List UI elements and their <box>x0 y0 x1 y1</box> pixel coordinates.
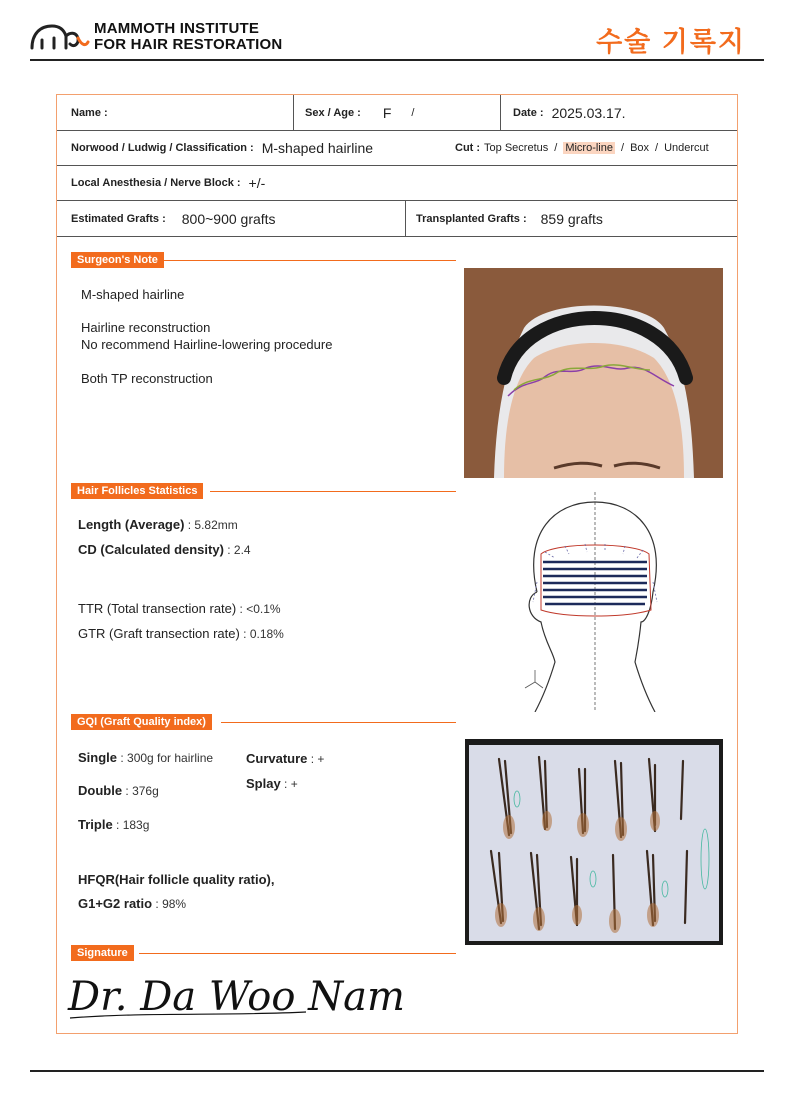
sex-age-cell <box>305 95 420 130</box>
logo-line-1: MAMMOTH INSTITUTE <box>94 20 260 37</box>
cut-separator: / <box>554 142 558 154</box>
gqi-double <box>78 783 159 798</box>
sex-field[interactable]: F <box>382 104 392 121</box>
estimated-field[interactable]: 800~900 grafts <box>181 210 276 227</box>
cut-label: Cut : <box>455 142 481 154</box>
gqi-single <box>78 750 213 765</box>
name-cell <box>71 95 116 130</box>
note-line: Both TP reconstruction <box>81 371 213 386</box>
date-field[interactable]: 2025.03.17. <box>551 104 626 121</box>
cut-option-micro-line[interactable]: Micro-line <box>565 142 613 154</box>
cut-option-box[interactable]: Box <box>630 142 650 154</box>
institute-name <box>94 21 282 53</box>
gqi-heading: GQI (Graft Quality index) <box>71 714 212 730</box>
sex-age-label: Sex / Age : <box>305 106 361 119</box>
stat-density <box>78 542 251 557</box>
transplanted-cell <box>416 201 603 236</box>
cut-option-undercut[interactable]: Undercut <box>664 142 709 154</box>
surgeon-note-heading: Surgeon's Note <box>71 252 164 268</box>
gqi-label: Single <box>78 750 118 765</box>
section-rule <box>210 491 456 492</box>
classification-cell <box>71 131 373 165</box>
gqi-hfqr-ratio <box>78 896 186 911</box>
date-cell <box>513 95 626 130</box>
note-line: Hairline reconstruction <box>81 320 211 335</box>
anesthesia-cell <box>71 166 265 200</box>
gqi-label: Splay <box>246 776 281 791</box>
row-grafts <box>57 201 737 237</box>
cut-separator: / <box>621 142 625 154</box>
signature-heading: Signature <box>71 945 134 961</box>
name-label: Name : <box>71 106 108 119</box>
stat-value: : 0.18% <box>239 627 284 641</box>
stat-label: CD (Calculated density) <box>78 542 224 557</box>
row-classification <box>57 131 737 166</box>
form-title: 수술 기록지 <box>596 27 746 57</box>
gqi-label: Double <box>78 783 123 798</box>
row-anesthesia <box>57 166 737 201</box>
note-line: No recommend Hairline-lowering procedure <box>81 337 333 352</box>
gqi-value: : 183g <box>112 818 150 832</box>
signature-text: Dr. Da Woo Nam <box>68 974 405 1020</box>
cut-cell <box>455 131 709 165</box>
cut-separator: / <box>655 142 659 154</box>
logo-line-2: FOR HAIR RESTORATION <box>94 36 283 53</box>
anesthesia-label: Local Anesthesia / Nerve Block : <box>71 177 241 189</box>
divider <box>405 201 406 236</box>
gqi-triple <box>78 817 149 832</box>
stat-value: : 5.82mm <box>184 518 238 532</box>
hairline-photo <box>464 268 723 478</box>
gqi-label: Curvature <box>246 751 308 766</box>
estimated-cell <box>71 201 276 236</box>
gqi-hfqr-title <box>78 872 274 887</box>
handwritten-signature <box>66 962 446 1028</box>
section-rule <box>160 260 456 261</box>
transplanted-label: Transplanted Grafts : <box>416 212 527 225</box>
gqi-splay <box>246 776 298 791</box>
graft-photo <box>465 739 723 945</box>
gqi-label: Triple <box>78 817 113 832</box>
date-label: Date : <box>513 106 544 119</box>
stat-gtr <box>78 626 284 641</box>
gqi-value: : 300g for hairline <box>117 751 214 765</box>
stat-label: GTR (Graft transection rate) <box>78 626 240 641</box>
divider <box>293 95 294 130</box>
note-line: M-shaped hairline <box>81 287 185 302</box>
section-rule <box>139 953 456 954</box>
stat-label: Length (Average) <box>78 517 185 532</box>
footer-divider <box>30 1070 764 1072</box>
gqi-label: G1+G2 ratio <box>78 896 153 911</box>
classification-label: Norwood / Ludwig / Classification : <box>71 142 254 154</box>
row-name-sex-date <box>57 95 737 131</box>
gqi-value: : + <box>280 777 298 791</box>
document-header <box>30 14 764 62</box>
statistics-heading: Hair Follicles Statistics <box>71 483 203 499</box>
gqi-value: : 376g <box>122 784 159 798</box>
stat-label: TTR (Total transection rate) <box>78 601 237 616</box>
gqi-value: : 98% <box>152 897 187 911</box>
transplanted-field[interactable]: 859 grafts <box>540 210 603 227</box>
header-divider <box>30 59 764 61</box>
divider <box>500 95 501 130</box>
head-diagram <box>515 492 675 712</box>
stat-value: : <0.1% <box>236 602 281 616</box>
gqi-curvature <box>246 751 324 766</box>
stat-length <box>78 517 238 532</box>
gqi-value: : + <box>307 752 325 766</box>
estimated-label: Estimated Grafts : <box>71 212 166 225</box>
stat-value: : 2.4 <box>223 543 251 557</box>
cut-option-top-secretus[interactable]: Top Secretus <box>484 142 549 154</box>
stat-ttr <box>78 601 281 616</box>
classification-field[interactable]: M-shaped hairline <box>261 140 374 156</box>
mammoth-logo-icon <box>30 20 90 52</box>
gqi-label: HFQR(Hair follicle quality ratio), <box>78 872 275 887</box>
section-rule <box>221 722 456 723</box>
anesthesia-field[interactable]: +/- <box>248 175 266 191</box>
sex-age-separator: / <box>411 106 415 119</box>
